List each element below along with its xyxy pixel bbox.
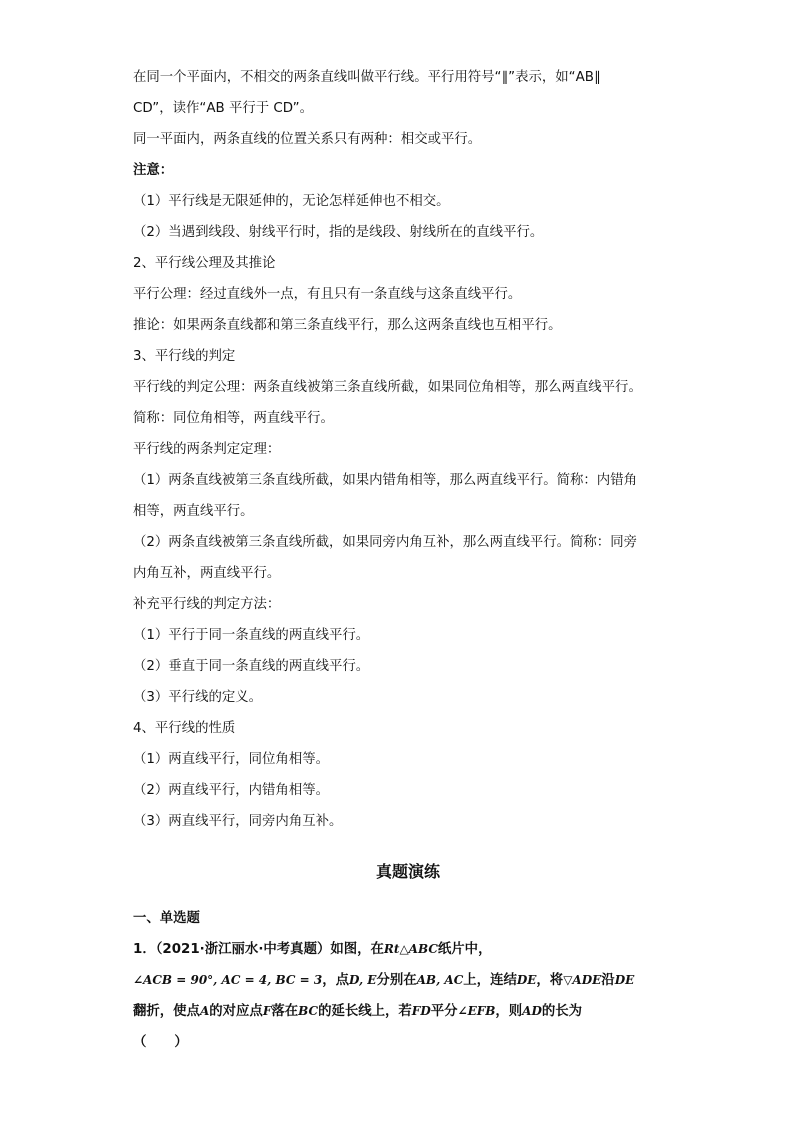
paragraph-line: 内角互补，两直线平行。 — [133, 566, 281, 581]
paragraph-line: CD”，读作“AB 平行于 CD”。 — [133, 101, 314, 116]
question-text: 平分 — [430, 1004, 458, 1019]
paragraph-line: 2、平行线公理及其推论 — [133, 256, 276, 271]
paragraph-line: （1）两条直线被第三条直线所截，如果内错角相等，那么两直线平行。简称：内错角 — [133, 473, 637, 488]
math-expression: BC — [298, 1004, 319, 1018]
paragraph-line: （2）当遇到线段、射线平行时，指的是线段、射线所在的直线平行。 — [133, 225, 544, 240]
question-text: 分别在 — [376, 973, 417, 988]
math-expression: D, E — [348, 973, 377, 987]
paragraph-line: 4、平行线的性质 — [133, 721, 236, 736]
paragraph-line: （3）两直线平行，同旁内角互补。 — [133, 814, 343, 829]
paragraph-line: 平行线的判定公理：两条直线被第三条直线所截，如果同位角相等，那么两直线平行。 — [133, 380, 642, 395]
knowledge-points — [133, 62, 673, 837]
section-title: 真题演练 — [375, 862, 440, 881]
question-text: 纸片中， — [437, 942, 492, 957]
question-text: 上，连结 — [463, 973, 517, 988]
math-expression: Rt△ABC — [383, 942, 438, 956]
math-expression: ∠ACB = 90°, AC = 4, BC = 3 — [133, 973, 323, 987]
paragraph-line: 相等，两直线平行。 — [133, 504, 254, 519]
question-text: ，则 — [495, 1004, 523, 1019]
paragraph-line: 注意： — [133, 163, 174, 178]
answer-blank — [133, 1027, 673, 1058]
question-text: 的长为 — [541, 1004, 583, 1019]
paragraph-line: （3）平行线的定义。 — [133, 690, 263, 705]
math-expression: FD — [411, 1004, 431, 1018]
question-text: 的对应点 — [209, 1004, 263, 1019]
paragraph-line: 推论：如果两条直线都和第三条直线平行，那么这两条直线也互相平行。 — [133, 318, 562, 333]
question-text: 1．（2021·浙江丽水·中考真题）如图，在 — [133, 942, 384, 957]
document-body — [133, 62, 673, 1058]
question-text: 翻折，使点 — [133, 1004, 200, 1019]
question-line-2 — [133, 965, 673, 996]
paragraph-line: 平行线的两条判定定理： — [133, 442, 281, 457]
paragraph-line: （1）两直线平行，同位角相等。 — [133, 752, 329, 767]
math-expression: A — [199, 1004, 210, 1018]
math-expression: AD — [522, 1004, 542, 1018]
paragraph-line: 3、平行线的判定 — [133, 349, 236, 364]
math-expression: DE — [516, 973, 537, 987]
math-expression: DE — [614, 973, 635, 987]
paragraph-line: 补充平行线的判定方法： — [133, 597, 281, 612]
math-expression: ∠EFB — [457, 1004, 496, 1018]
question-text: ，将 — [536, 973, 564, 988]
paragraph-line: 同一平面内，两条直线的位置关系只有两种：相交或平行。 — [133, 132, 482, 147]
paragraph-line: 在同一个平面内，不相交的两条直线叫做平行线。平行用符号“∥”表示，如“AB∥ — [133, 70, 601, 85]
question-text: ，点 — [322, 973, 349, 988]
paragraph-line: （1）平行线是无限延伸的，无论怎样延伸也不相交。 — [133, 194, 450, 209]
paragraph-line: （2）垂直于同一条直线的两直线平行。 — [133, 659, 370, 674]
math-expression: ▽ADE — [563, 973, 602, 987]
question-line-3 — [133, 996, 673, 1027]
paragraph-line: 平行公理：经过直线外一点，有且只有一条直线与这条直线平行。 — [133, 287, 522, 302]
question-text: 沿 — [601, 973, 615, 988]
answer-paren-close: ） — [174, 1035, 188, 1050]
question-line-1 — [133, 934, 673, 965]
math-expression: F — [262, 1004, 272, 1018]
paragraph-line: 简称：同位角相等，两直线平行。 — [133, 411, 334, 426]
subsection-heading: 一、单选题 — [133, 911, 200, 926]
question-text: 的延长线上，若 — [318, 1004, 412, 1019]
question-text: 落在 — [271, 1004, 299, 1019]
paragraph-line: （1）平行于同一条直线的两直线平行。 — [133, 628, 370, 643]
paragraph-line: （2）两直线平行，内错角相等。 — [133, 783, 329, 798]
answer-paren-open: （ — [133, 1035, 147, 1050]
math-expression: AB, AC — [416, 973, 464, 987]
paragraph-line: （2）两条直线被第三条直线所截，如果同旁内角互补，那么两直线平行。简称：同旁 — [133, 535, 637, 550]
